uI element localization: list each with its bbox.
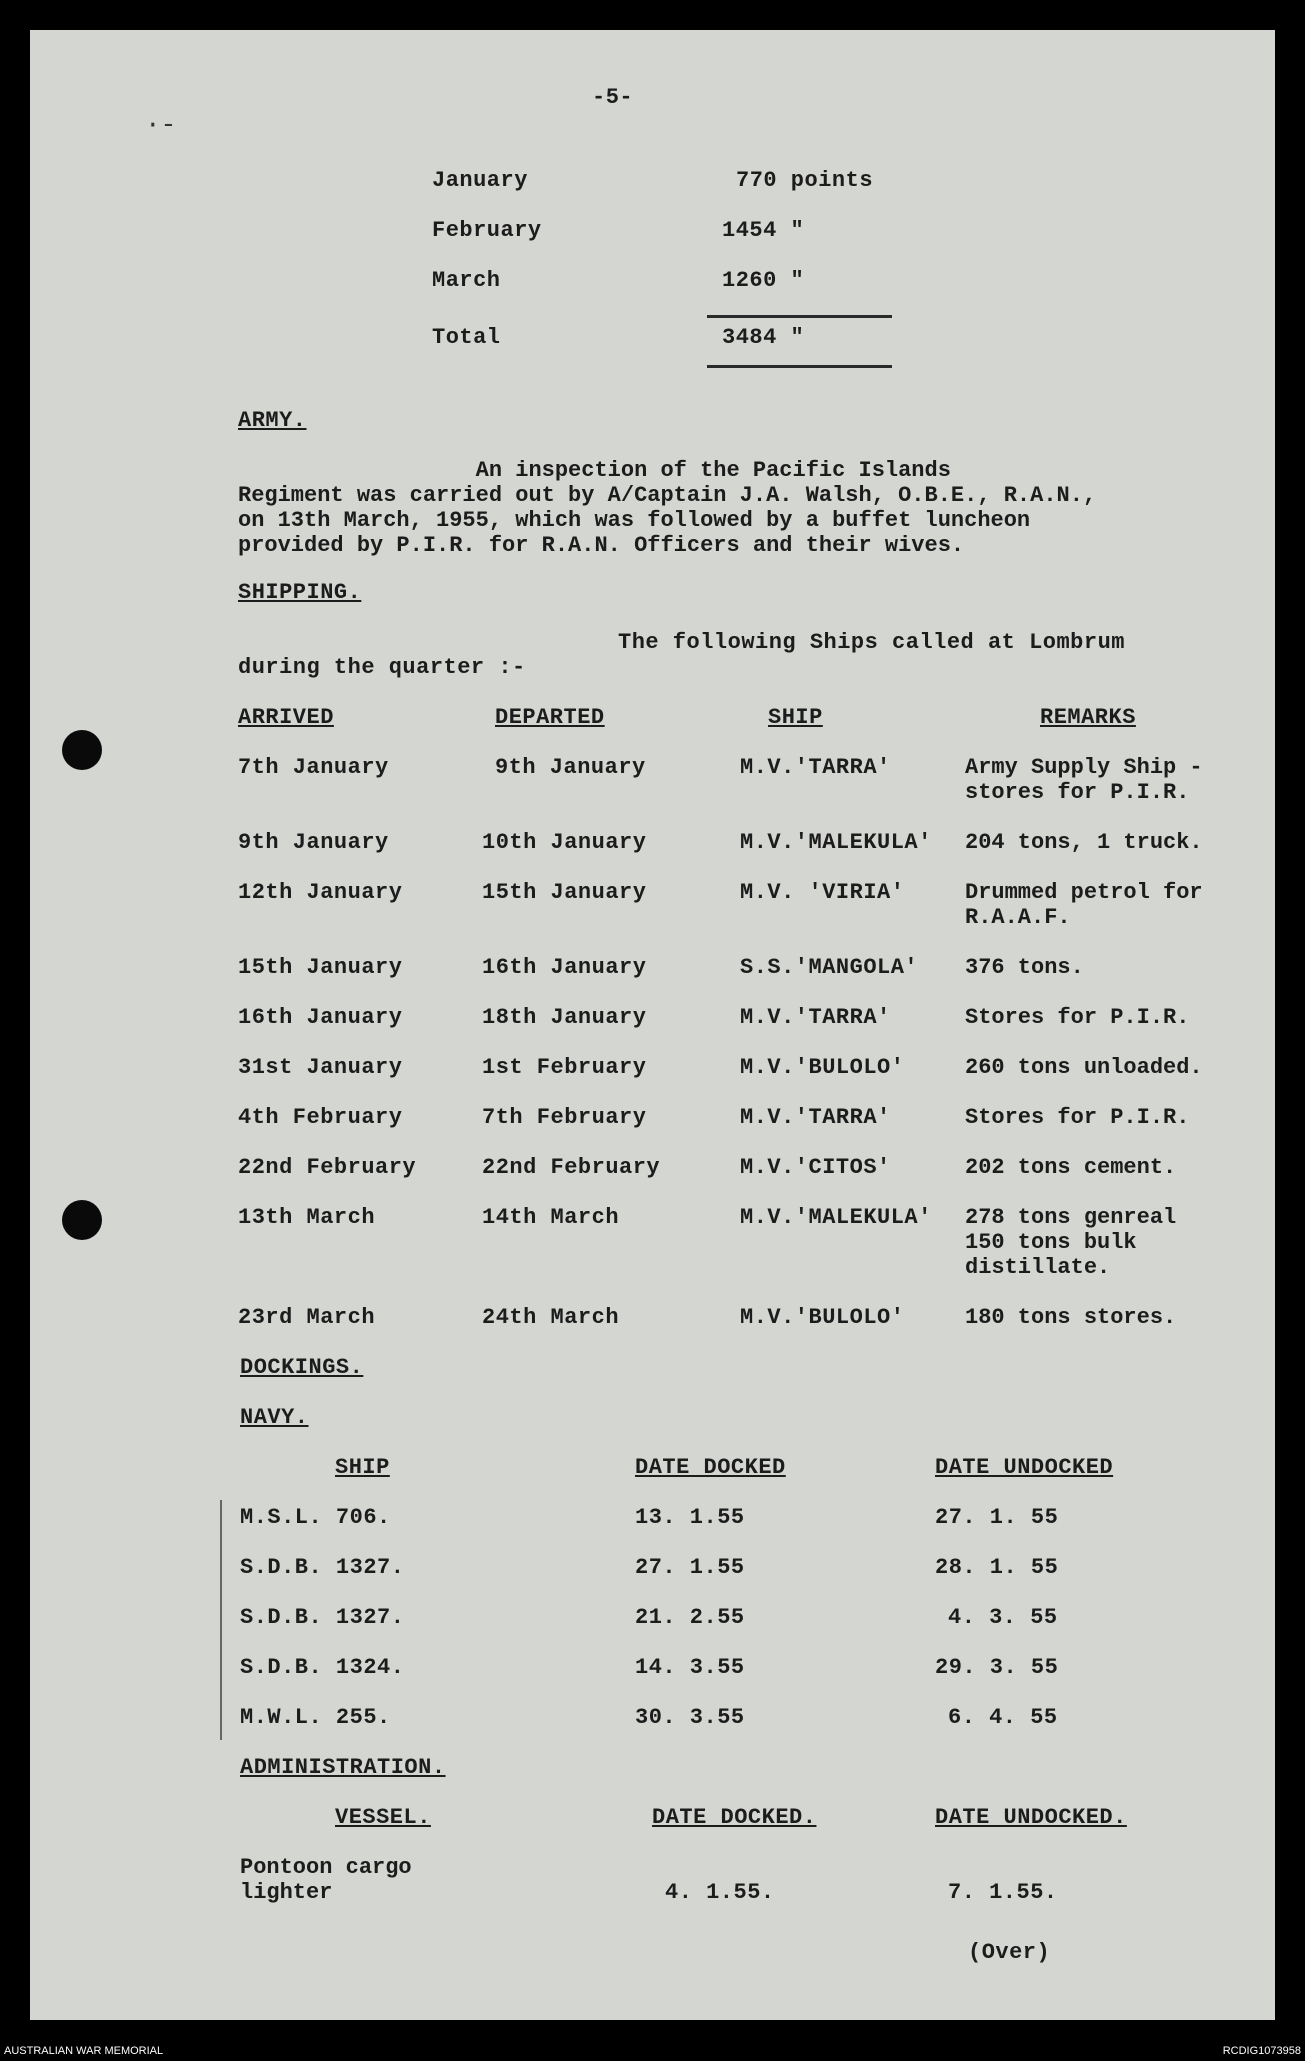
row-ship: M.V.'MALEKULA' bbox=[740, 830, 932, 855]
punch-hole bbox=[62, 1200, 102, 1240]
margin-line bbox=[220, 1500, 222, 1740]
points-month: March bbox=[432, 268, 501, 293]
row-arrived: 9th January bbox=[238, 830, 389, 855]
row-departed: 1st February bbox=[482, 1055, 647, 1080]
navy-row-undocked: 29. 3. 55 bbox=[935, 1655, 1059, 1680]
col-header-arrived: ARRIVED bbox=[238, 705, 334, 730]
row-arrived: 31st January bbox=[238, 1055, 403, 1080]
admin-col-docked: DATE DOCKED. bbox=[652, 1805, 817, 1830]
points-value: 770 points bbox=[736, 168, 874, 193]
document-page bbox=[30, 30, 1275, 2020]
navy-col-ship: SHIP bbox=[335, 1455, 390, 1480]
row-ship: M.V.'TARRA' bbox=[740, 1105, 891, 1130]
row-departed: 15th January bbox=[482, 880, 647, 905]
row-arrived: 23rd March bbox=[238, 1305, 376, 1330]
row-departed: 22nd February bbox=[482, 1155, 661, 1180]
page-number: -5- bbox=[592, 85, 634, 110]
navy-row-docked: 30. 3.55 bbox=[635, 1705, 745, 1730]
navy-row-undocked: 27. 1. 55 bbox=[935, 1505, 1059, 1530]
row-arrived: 7th January bbox=[238, 755, 389, 780]
army-paragraph-line: on 13th March, 1955, which was followed by a buffet luncheon bbox=[238, 508, 1031, 533]
row-ship: M.V.'BULOLO' bbox=[740, 1055, 905, 1080]
row-remarks: Army Supply Ship - stores for P.I.R. bbox=[965, 755, 1203, 805]
navy-row-ship: S.D.B. 1324. bbox=[240, 1655, 405, 1680]
admin-row-undocked: 7. 1.55. bbox=[948, 1880, 1058, 1905]
row-arrived: 4th February bbox=[238, 1105, 403, 1130]
row-remarks: 204 tons, 1 truck. bbox=[965, 830, 1203, 855]
navy-row-ship: M.S.L. 706. bbox=[240, 1505, 391, 1530]
navy-row-undocked: 28. 1. 55 bbox=[935, 1555, 1059, 1580]
row-ship: M.V. 'VIRIA' bbox=[740, 880, 905, 905]
army-paragraph bbox=[238, 458, 1096, 558]
navy-col-undocked: DATE UNDOCKED bbox=[935, 1455, 1114, 1480]
row-arrived: 13th March bbox=[238, 1205, 376, 1230]
points-month: January bbox=[432, 168, 528, 193]
row-departed: 9th January bbox=[495, 755, 646, 780]
sum-rule bbox=[707, 315, 892, 318]
row-remarks: 180 tons stores. bbox=[965, 1305, 1177, 1330]
total-rule bbox=[707, 365, 892, 368]
points-total-label: Total bbox=[432, 325, 501, 350]
row-departed: 18th January bbox=[482, 1005, 647, 1030]
row-ship: M.V.'MALEKULA' bbox=[740, 1205, 932, 1230]
row-ship: S.S.'MANGOLA' bbox=[740, 955, 919, 980]
points-value: 1260 " bbox=[722, 268, 805, 293]
col-header-remarks: REMARKS bbox=[1040, 705, 1136, 730]
row-arrived: 16th January bbox=[238, 1005, 403, 1030]
points-total-value: 3484 " bbox=[722, 325, 805, 350]
col-header-ship: SHIP bbox=[768, 705, 823, 730]
admin-row-docked: 4. 1.55. bbox=[665, 1880, 775, 1905]
row-ship: M.V.'TARRA' bbox=[740, 1005, 891, 1030]
navy-row-docked: 14. 3.55 bbox=[635, 1655, 745, 1680]
over-note: (Over) bbox=[968, 1940, 1051, 1965]
admin-row-vessel: Pontoon cargo lighter bbox=[240, 1855, 412, 1905]
navy-row-ship: M.W.L. 255. bbox=[240, 1705, 391, 1730]
footer-record-id: RCDIG1073958 bbox=[1222, 2045, 1301, 2057]
admin-col-undocked: DATE UNDOCKED. bbox=[935, 1805, 1127, 1830]
row-arrived: 22nd February bbox=[238, 1155, 417, 1180]
row-departed: 7th February bbox=[482, 1105, 647, 1130]
army-heading: ARMY. bbox=[238, 408, 307, 433]
row-remarks: Stores for P.I.R. bbox=[965, 1105, 1190, 1130]
row-remarks: 202 tons cement. bbox=[965, 1155, 1177, 1180]
navy-row-docked: 21. 2.55 bbox=[635, 1605, 745, 1630]
shipping-intro: during the quarter :- bbox=[238, 655, 526, 680]
row-remarks: 260 tons unloaded. bbox=[965, 1055, 1203, 1080]
shipping-intro: The following Ships called at Lombrum bbox=[618, 630, 1125, 655]
stray-ink-mark: ·‐ bbox=[145, 110, 177, 140]
shipping-heading: SHIPPING. bbox=[238, 580, 362, 605]
row-departed: 14th March bbox=[482, 1205, 620, 1230]
navy-heading: NAVY. bbox=[240, 1405, 309, 1430]
row-arrived: 12th January bbox=[238, 880, 403, 905]
footer-credit: AUSTRALIAN WAR MEMORIAL bbox=[4, 2045, 164, 2057]
navy-row-undocked: 6. 4. 55 bbox=[948, 1705, 1058, 1730]
navy-col-docked: DATE DOCKED bbox=[635, 1455, 786, 1480]
row-arrived: 15th January bbox=[238, 955, 403, 980]
navy-row-docked: 27. 1.55 bbox=[635, 1555, 745, 1580]
row-departed: 16th January bbox=[482, 955, 647, 980]
navy-row-docked: 13. 1.55 bbox=[635, 1505, 745, 1530]
row-remarks: 278 tons genreal 150 tons bulk distillate. bbox=[965, 1205, 1177, 1280]
col-header-departed: DEPARTED bbox=[495, 705, 605, 730]
points-value: 1454 " bbox=[722, 218, 805, 243]
army-paragraph-line: provided by P.I.R. for R.A.N. Officers and their wives. bbox=[238, 533, 965, 558]
navy-row-ship: S.D.B. 1327. bbox=[240, 1605, 405, 1630]
navy-row-ship: S.D.B. 1327. bbox=[240, 1555, 405, 1580]
row-remarks: Stores for P.I.R. bbox=[965, 1005, 1190, 1030]
row-ship: M.V.'TARRA' bbox=[740, 755, 891, 780]
navy-row-undocked: 4. 3. 55 bbox=[948, 1605, 1058, 1630]
points-month: February bbox=[432, 218, 542, 243]
army-paragraph-line: Regiment was carried out by A/Captain J.A. Walsh, O.B.E., R.A.N., bbox=[238, 483, 1097, 508]
row-departed: 24th March bbox=[482, 1305, 620, 1330]
administration-heading: ADMINISTRATION. bbox=[240, 1755, 446, 1780]
row-remarks: 376 tons. bbox=[965, 955, 1084, 980]
row-ship: M.V.'CITOS' bbox=[740, 1155, 891, 1180]
dockings-heading: DOCKINGS. bbox=[240, 1355, 364, 1380]
army-paragraph-line: An inspection of the Pacific Islands bbox=[238, 458, 951, 483]
admin-col-vessel: VESSEL. bbox=[335, 1805, 431, 1830]
punch-hole bbox=[62, 730, 102, 770]
row-departed: 10th January bbox=[482, 830, 647, 855]
row-ship: M.V.'BULOLO' bbox=[740, 1305, 905, 1330]
row-remarks: Drummed petrol for R.A.A.F. bbox=[965, 880, 1203, 930]
